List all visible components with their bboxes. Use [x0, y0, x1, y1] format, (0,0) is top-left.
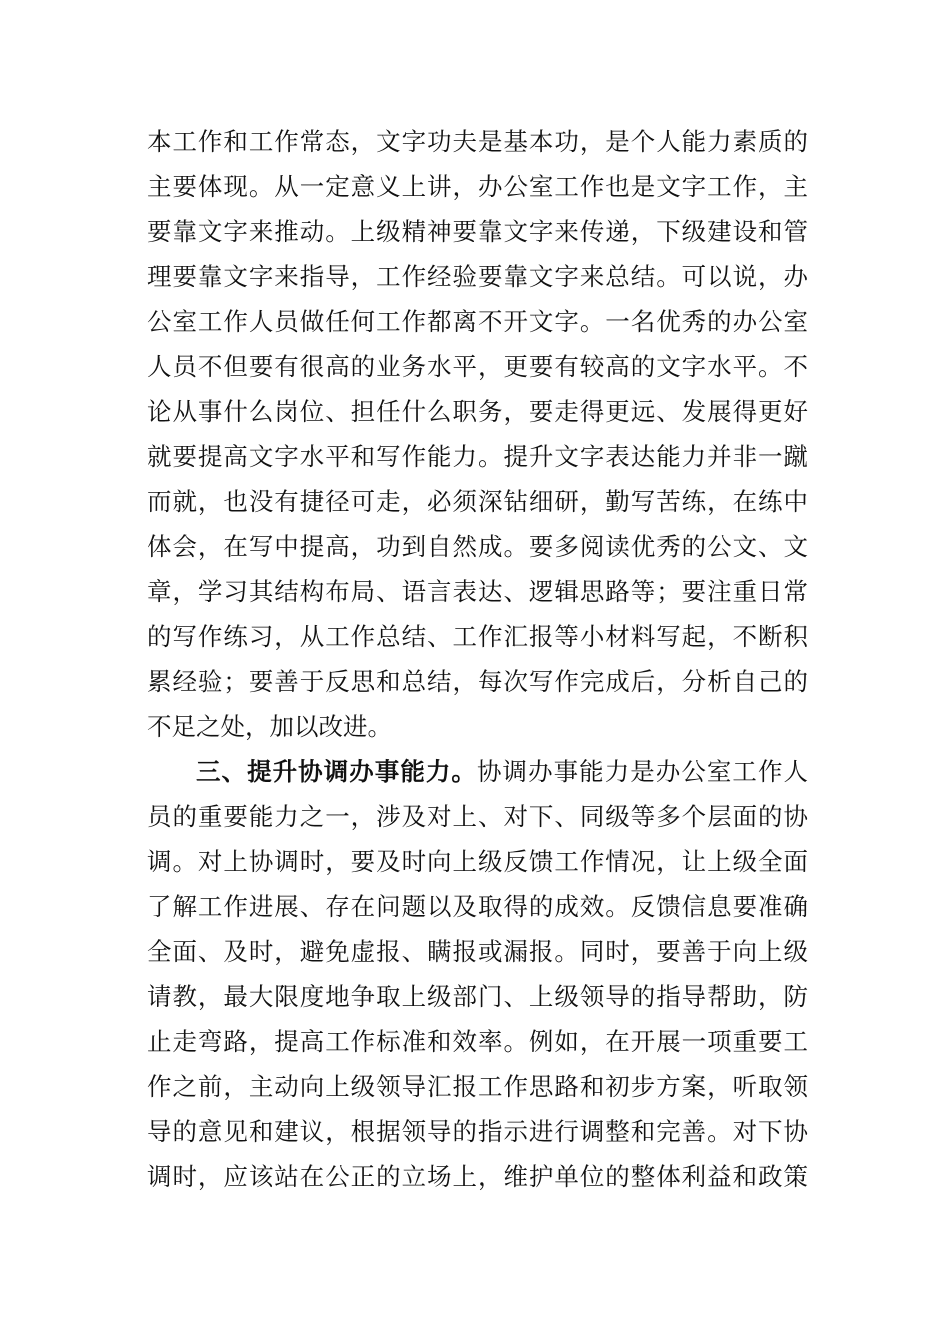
text-line: 调时，应该站在公正的立场上，维护单位的整体利益和政策 [147, 1162, 808, 1191]
text-line: 章，学习其结构布局、语言表达、逻辑思路等；要注重日常 [147, 577, 808, 606]
text-line: 止走弯路，提高工作标准和效率。例如，在开展一项重要工 [147, 1027, 808, 1056]
heading-line-text: 协调办事能力是办公室工作人 [476, 757, 808, 786]
text-line: 体会，在写中提高，功到自然成。要多阅读优秀的公文、文 [147, 532, 808, 561]
text-line: 本工作和工作常态，文字功夫是基本功，是个人能力素质的 [147, 127, 808, 156]
text-line: 作之前，主动向上级领导汇报工作思路和初步方案，听取领 [147, 1072, 808, 1101]
paragraph-coordination-skills [147, 749, 808, 1199]
text-line: 主要体现。从一定意义上讲，办公室工作也是文字工作，主 [147, 172, 808, 201]
text-line [147, 749, 808, 794]
text-line: 理要靠文字来指导，工作经验要靠文字来总结。可以说，办 [147, 262, 808, 291]
text-line: 请教，最大限度地争取上级部门、上级领导的指导帮助，防 [147, 982, 808, 1011]
text-line: 累经验；要善于反思和总结，每次写作完成后，分析自己的 [147, 667, 808, 696]
text-line: 就要提高文字水平和写作能力。提升文字表达能力并非一蹴 [147, 442, 808, 471]
text-line: 不足之处，加以改进。 [147, 712, 392, 741]
text-line: 导的意见和建议，根据领导的指示进行调整和完善。对下协 [147, 1117, 808, 1146]
text-line: 员的重要能力之一，涉及对上、对下、同级等多个层面的协 [147, 802, 808, 831]
text-line: 了解工作进展、存在问题以及取得的成效。反馈信息要准确 [147, 892, 808, 921]
text-line: 的写作练习，从工作总结、工作汇报等小材料写起，不断积 [147, 622, 808, 651]
section-heading: 三、提升协调办事能力。 [196, 757, 477, 786]
text-line: 论从事什么岗位、担任什么职务，要走得更远、发展得更好 [147, 397, 808, 426]
document-body [147, 119, 808, 1199]
text-line: 调。对上协调时，要及时向上级反馈工作情况，让上级全面 [147, 847, 808, 876]
text-line: 要靠文字来推动。上级精神要靠文字来传递，下级建设和管 [147, 217, 808, 246]
text-line: 而就，也没有捷径可走，必须深钻细研，勤写苦练，在练中 [147, 487, 808, 516]
text-line: 全面、及时，避免虚报、瞒报或漏报。同时，要善于向上级 [147, 937, 808, 966]
text-line: 人员不但要有很高的业务水平，更要有较高的文字水平。不 [147, 352, 808, 381]
paragraph-writing-skills [147, 119, 808, 749]
text-line: 公室工作人员做任何工作都离不开文字。一名优秀的办公室 [147, 307, 808, 336]
